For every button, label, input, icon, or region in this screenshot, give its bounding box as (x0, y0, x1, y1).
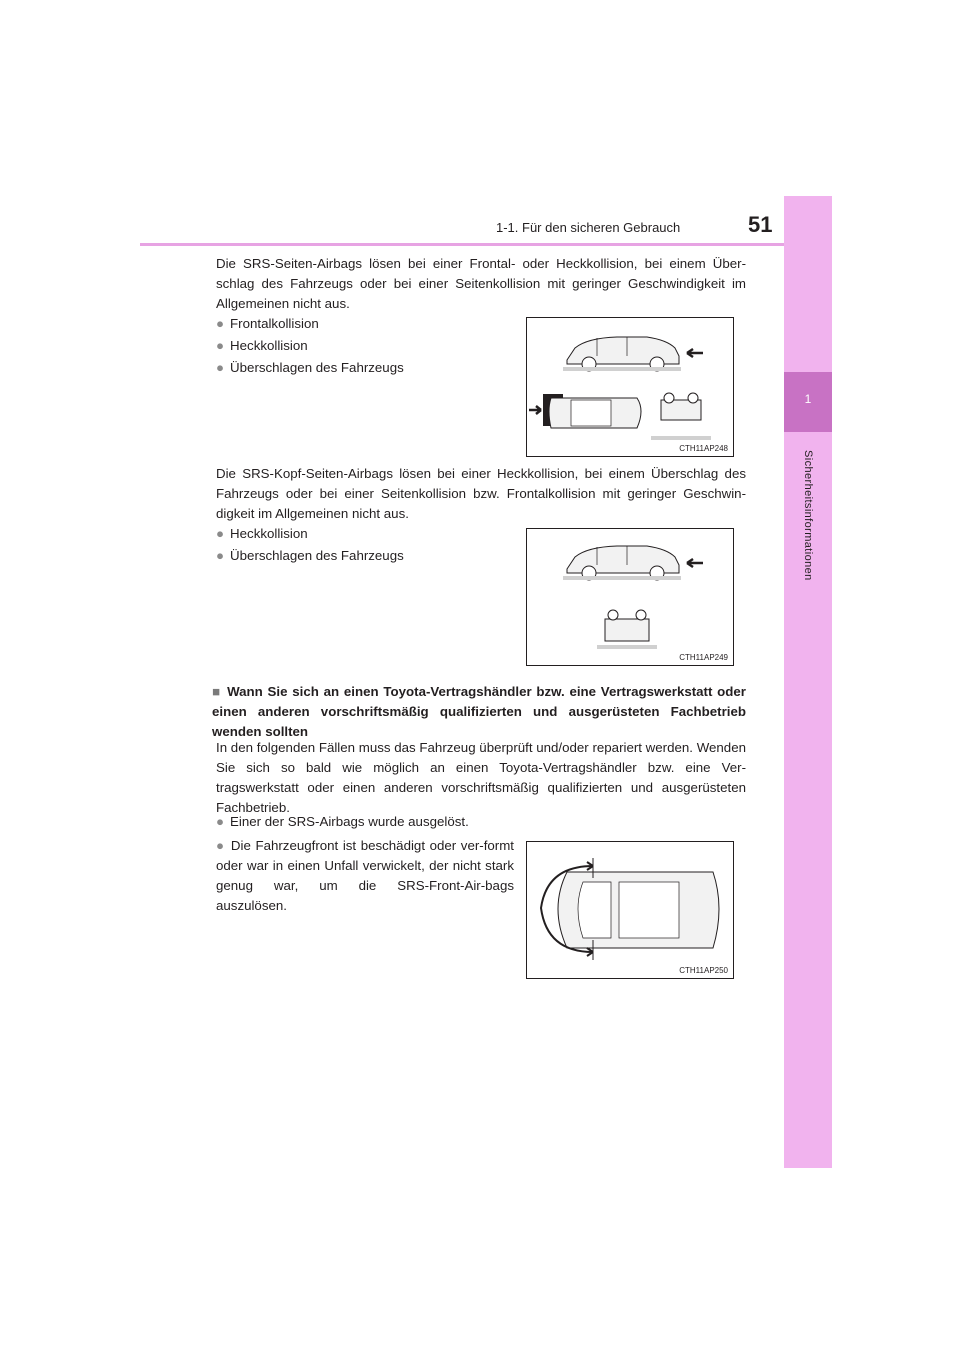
list-item (216, 524, 308, 544)
figure-side-airbag-cases (526, 317, 734, 457)
bullet-icon: ● (216, 338, 225, 353)
bullet-text: Heckkollision (230, 526, 308, 541)
chapter-tab (784, 196, 832, 1168)
list-item (216, 314, 319, 334)
section-heading (212, 682, 746, 742)
bullet-text: Frontalkollision (230, 316, 319, 331)
figure-code: CTH11AP250 (679, 966, 728, 975)
car-top-view-illustration (527, 842, 733, 978)
list-item (216, 836, 514, 916)
bullet-text: Überschlagen des Fahrzeugs (230, 360, 404, 375)
car-illustration (527, 529, 733, 665)
header-rule (140, 243, 832, 246)
bullet-icon: ● (216, 316, 225, 331)
bullet-text: Überschlagen des Fahrzeugs (230, 548, 404, 563)
chapter-number: 1 (804, 392, 812, 406)
list-item (216, 336, 308, 356)
figure-code: CTH11AP248 (679, 444, 728, 453)
bullet-icon: ● (216, 548, 225, 563)
bullet-icon: ● (216, 360, 225, 375)
bullet-text: Einer der SRS-Airbags wurde ausgelöst. (230, 814, 469, 829)
paragraph-inspection: In den folgenden Fällen muss das Fahrzeug überprüft und/oder repariert werden. Wenden Sie sich so bald wie möglich an einen Toyota-Vertragshändler bzw. eine Ver-tragswerkstatt oder einen anderen vorschriftsmäßig qualifizierten und ausgerüsteten Fachbetrieb. (216, 740, 746, 815)
figure-code: CTH11AP249 (679, 653, 728, 662)
car-illustration (527, 318, 733, 456)
page-number: 51 (748, 212, 773, 237)
bullet-icon: ● (216, 838, 225, 853)
figure-curtain-airbag-cases (526, 528, 734, 666)
figure-front-damage (526, 841, 734, 979)
list-item (216, 358, 404, 378)
paragraph-curtain-airbags: Die SRS-Kopf-Seiten-Airbags lösen bei einer Heckkollision, bei einem Überschlag des Fahrzeugs oder bei einer Seitenkollision bzw. Frontalkollision mit geringer Geschwin-digkeit im Allgemeinen nicht aus. (216, 466, 746, 521)
bullet-icon: ● (216, 526, 225, 541)
bullet-text: Heckkollision (230, 338, 308, 353)
chapter-label: Sicherheitsinformationen (802, 450, 814, 581)
bullet-icon: ● (216, 814, 225, 829)
section-heading-text: Wann Sie sich an einen Toyota-Vertragshändler bzw. eine Vertragswerkstatt oder einen anderen vorschriftsmäßig qualifizierten und ausgerüsteten Fachbetrieb wenden sollten (212, 684, 746, 739)
list-item (216, 812, 469, 832)
bullet-text: Die Fahrzeugfront ist beschädigt oder ver-formt oder war in einen Unfall verwickelt, der nicht stark genug war, um die SRS-Front-Air-bags auszulösen. (216, 838, 514, 913)
list-item (216, 546, 404, 566)
section-marker-icon: ■ (212, 684, 222, 699)
paragraph-side-airbags: Die SRS-Seiten-Airbags lösen bei einer Frontal- oder Heckkollision, bei einem Über-schlag des Fahrzeugs oder bei einer Seitenkollision mit geringer Geschwindigkeit im Allgemeinen nicht aus. (216, 256, 746, 311)
section-title: 1-1. Für den sicheren Gebrauch (496, 220, 681, 235)
